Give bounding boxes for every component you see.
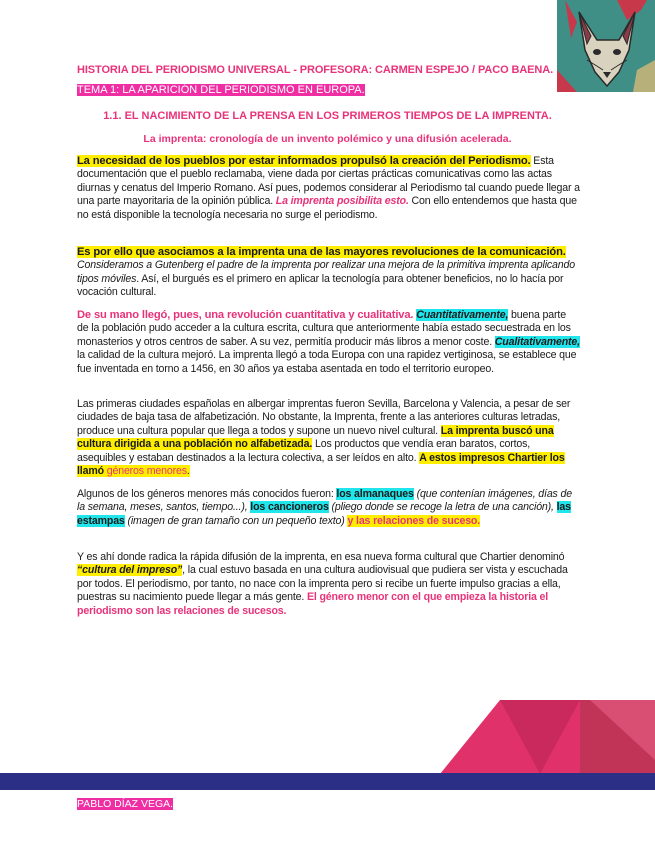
p4-highlight-2: A estos impresos Chartier los llamó [77, 451, 565, 478]
paragraph-5 [77, 488, 580, 528]
p4-text-a: Las primeras ciudades españolas en albergar imprentas fueron Sevilla, Barcelona y Valencia, a pesar de ser ciudades de baja tasa de alfabetización. No obstante, la Imprenta, frente a las anteriores culturas letradas, produce una cultura popular que llega a todos y supone un nuevo nivel cultural. [77, 398, 571, 437]
p6-text-b: , la cual estuvo basada en una cultura audiovisual que pudiera ser vista y escuchada por todos. El periodismo, por tanto, no nace con la imprenta pero si recibe un fuerte impulso gracias a ella, puestras su nacimiento puede llegar a más gente. [77, 564, 568, 604]
p3-text-b: la calidad de la cultura mejoró. La imprenta llegó a toda Europa con una rapidez vertiginosa, se establece que fue inventada en torno a 1456, en 30 años ya estaba asentada en todo el territorio europeo. [77, 349, 577, 375]
p5-genre-cancioneros-desc: (pliego donde se recoge la letra de una canción), [328, 501, 557, 514]
paragraph-1 [77, 155, 580, 222]
p3-term-cuantitativamente: Cuantitativamente, [416, 309, 509, 321]
paragraph-3 [77, 309, 580, 376]
p1-text-a: Esta documentación que el pueblo reclamaba, viene dada por ciertas prácticas comunicativas como las actas diurnas y cenatus del Imperio Romano. Así pues, podemos considerar al Periodismo tal cuando puede llegar a una parte mayoritaria de la opinión pública. [77, 155, 580, 208]
p1-text-b: Con ello entendemos que hasta que no está disponible la tecnología necesaria no surge el periodismo. [77, 195, 577, 221]
p5-genre-almanaques: los almanaques [336, 488, 414, 500]
p5-genre-estampas-desc: (imagen de gran tamaño con un pequeño texto) [124, 514, 348, 527]
p5-text-a: Algunos de los géneros menores más conocidos fueron: [77, 488, 337, 500]
p2-italic: Consideramos a Gutenberg el padre de la imprenta por realizar una mejora de la primitiva imprenta aplicando tipos móviles [77, 259, 576, 285]
p4-text-b: Los productos que vendía eran baratos, cortos, asequibles y estaban destinados a la lectura colectiva, a ser leídos en alto. [77, 438, 531, 464]
p2-text: . Así, el burgués es el primero en aplicar la tecnología para obtener beneficios, no lo hacía por vocación cultural. [77, 272, 564, 299]
p5-genre-cancioneros: los cancioneros [250, 501, 329, 514]
paragraph-2 [77, 246, 580, 300]
p4-end: . [186, 465, 190, 478]
section-subheading: La imprenta: cronología de un invento polémico y una difusión acelerada. [143, 133, 512, 145]
tema-label [77, 84, 365, 96]
p6-closing: El género menor con el que empieza la historia el periodismo son las relaciones de sucesos. [77, 591, 549, 617]
section-heading: 1.1. EL NACIMIENTO DE LA PRENSA EN LOS PRIMEROS TIEMPOS DE LA IMPRENTA. [103, 110, 552, 122]
footer-author [77, 798, 173, 810]
p6-term: “cultura del impreso” [77, 564, 183, 577]
p5-genre-almanaques-desc: (que contenían imágenes, días de la semana, meses, santos, tiempo...), [77, 488, 572, 514]
p3-text-a: buena parte de la población pudo acceder a la cultura escrita, cultura que anteriormente había estado secuestrada en los monasterios y otros centros de saber. A su vez, permitía producir más libros a menor coste. [77, 309, 571, 348]
fox-logo-image [557, 0, 655, 92]
tema-text: TEMA 1: LA APARICIÓN DEL PERIODISMO EN EUROPA. [77, 84, 365, 96]
paragraph-4 [77, 398, 580, 478]
p4-generos-menores: géneros menores [103, 465, 187, 478]
p6-text-a: Y es ahí donde radica la rápida difusión de la imprenta, en esa nueva forma cultural que Chartier denominó [77, 551, 565, 563]
p1-lead: La necesidad de los pueblos por estar informados propulsó la creación del Periodismo. [77, 155, 531, 167]
p5-genre-relaciones: y las relaciones de suceso. [347, 514, 481, 527]
p1-emph: La imprenta posibilita esto. [275, 195, 409, 208]
p2-lead: Es por ello que asociamos a la imprenta una de las mayores revoluciones de la comunicación. [77, 246, 566, 258]
course-title: HISTORIA DEL PERIODISMO UNIVERSAL - PROFESORA: CARMEN ESPEJO / PACO BAENA. [77, 64, 554, 76]
p3-lead: De su mano llegó, pues, una revolución cuantitativa y cualitativa. [77, 309, 414, 321]
decorative-triangles [440, 690, 655, 774]
p4-highlight-1: La imprenta buscó una cultura dirigida a una población no alfabetizada. [77, 424, 554, 451]
paragraph-6 [77, 551, 580, 618]
p3-term-cualitativamente: Cualitativamente, [494, 335, 580, 348]
footer-bar [0, 773, 655, 790]
author-name: PABLO DÍAZ VEGA. [77, 798, 174, 810]
p5-genre-estampas: las estampas [77, 501, 571, 527]
